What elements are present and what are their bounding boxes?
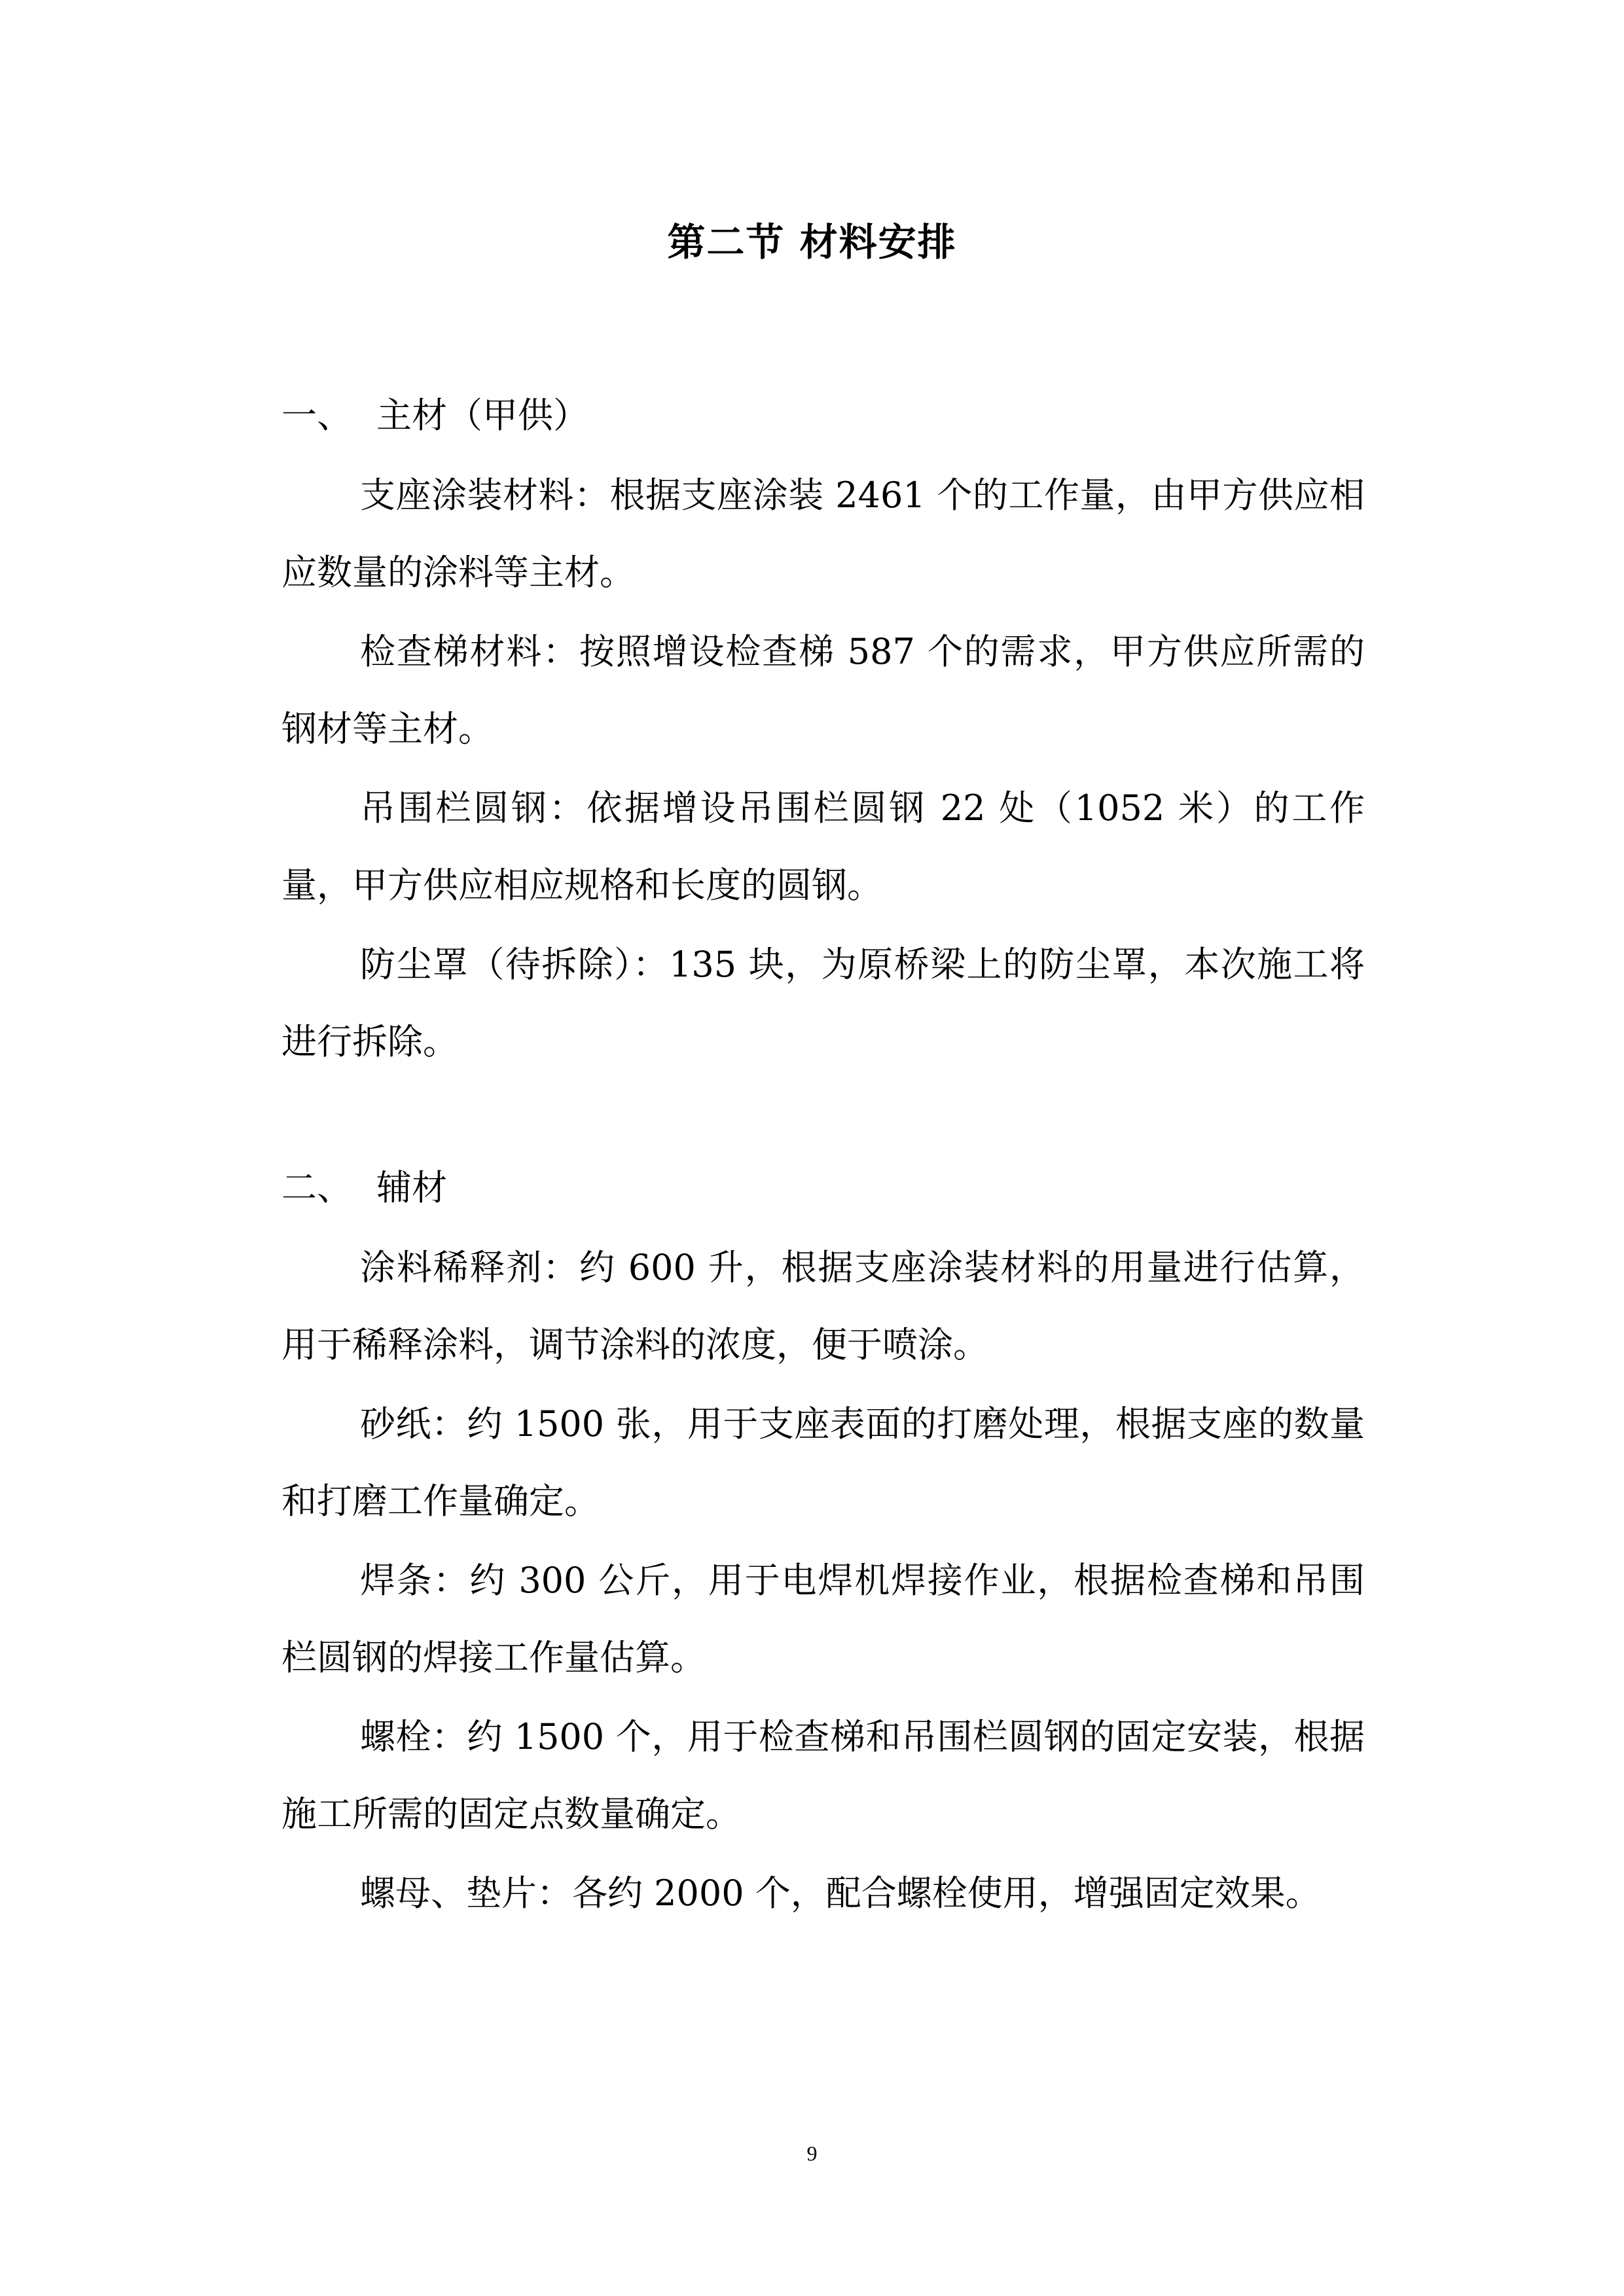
paragraph-thinner: 涂料稀释剂：约 600 升，根据支座涂装材料的用量进行估算，用于稀释涂料，调节涂料的浓度，便于喷涂。 <box>281 1247 1365 1365</box>
section-number: 一、 <box>281 395 352 436</box>
section-title: 辅材 <box>376 1167 447 1208</box>
paragraph-sandpaper: 砂纸：约 1500 张，用于支座表面的打磨处理，根据支座的数量和打磨工作量确定。 <box>281 1403 1365 1522</box>
section-heading-main-materials <box>281 393 588 439</box>
section-title: 主材（甲供） <box>376 395 588 436</box>
paragraph-bolts: 螺栓：约 1500 个，用于检查梯和吊围栏圆钢的固定安装，根据施工所需的固定点数量确定。 <box>281 1716 1365 1835</box>
paragraph-inspection-ladder: 检查梯材料：按照增设检查梯 587 个的需求，甲方供应所需的钢材等主材。 <box>281 631 1365 749</box>
paragraph-welding-rod: 焊条：约 300 公斤，用于电焊机焊接作业，根据检查梯和吊围栏圆钢的焊接工作量估算。 <box>281 1560 1365 1678</box>
page-number: 9 <box>806 2142 818 2165</box>
paragraph-nuts-washers: 螺母、垫片：各约 2000 个，配合螺栓使用，增强固定效果。 <box>360 1873 1321 1914</box>
paragraph-support-coating: 支座涂装材料：根据支座涂装 2461 个的工作量，由甲方供应相应数量的涂料等主材。 <box>281 475 1365 593</box>
paragraph-railing-steel: 吊围栏圆钢：依据增设吊围栏圆钢 22 处（1052 米）的工作量，甲方供应相应规格和长度的圆钢。 <box>281 787 1365 906</box>
section-number: 二、 <box>281 1167 352 1208</box>
page-title: 第二节 材料安排 <box>667 220 957 264</box>
paragraph-dust-cover: 防尘罩（待拆除）：135 块，为原桥梁上的防尘罩，本次施工将进行拆除。 <box>281 944 1365 1062</box>
section-heading-auxiliary-materials <box>281 1165 447 1211</box>
